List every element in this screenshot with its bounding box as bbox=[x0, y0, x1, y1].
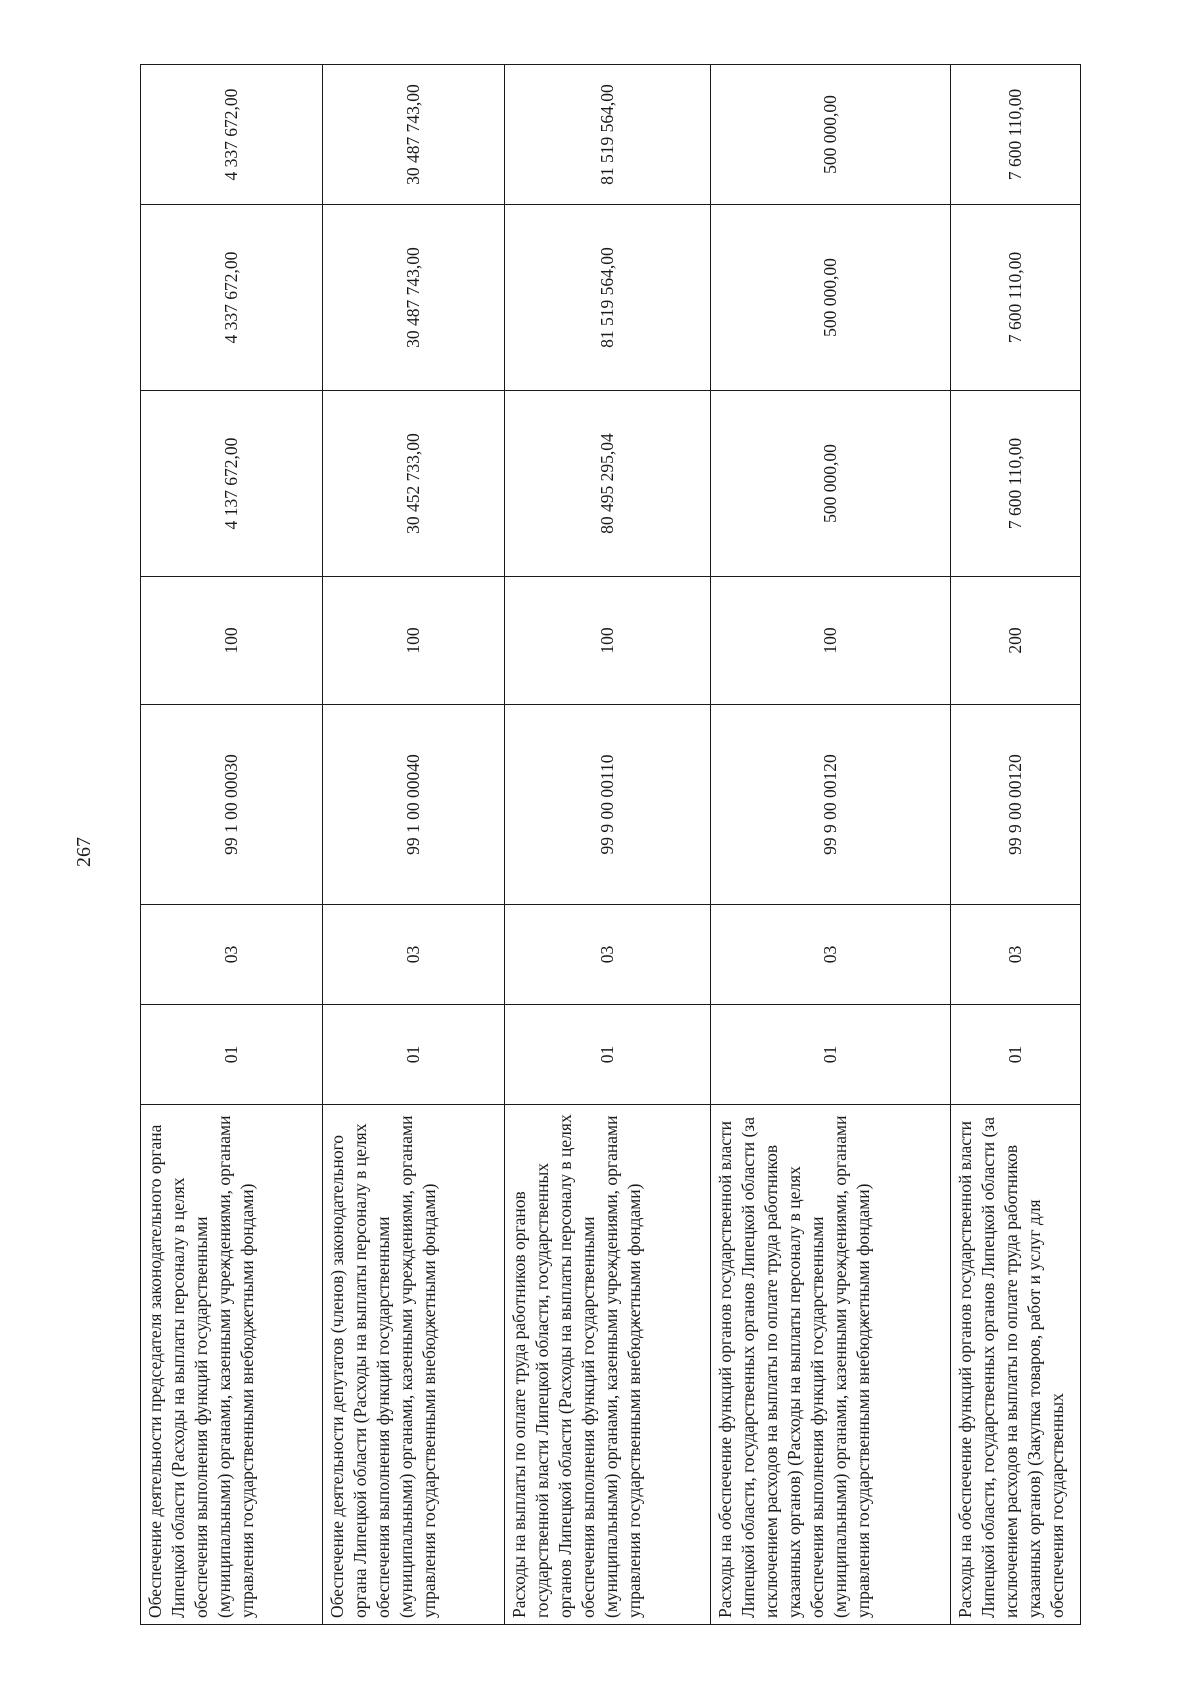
target-article-code: 99 9 00 00110 bbox=[505, 705, 711, 905]
amount-year-2: 30 487 743,00 bbox=[323, 205, 505, 391]
subsection-code: 03 bbox=[505, 905, 711, 1005]
amount-year-3: 7 600 110,00 bbox=[951, 65, 1081, 205]
amount-year-2: 500 000,00 bbox=[711, 205, 951, 391]
amount-year-1: 500 000,00 bbox=[711, 391, 951, 577]
page-number: 267 bbox=[72, 837, 95, 867]
table-row bbox=[323, 65, 505, 1625]
table-row bbox=[141, 65, 323, 1625]
expense-type-code: 100 bbox=[711, 577, 951, 705]
amount-year-2: 81 519 564,00 bbox=[505, 205, 711, 391]
subsection-code: 03 bbox=[711, 905, 951, 1005]
amount-year-2: 4 337 672,00 bbox=[141, 205, 323, 391]
section-code: 01 bbox=[323, 1005, 505, 1105]
expense-type-code: 100 bbox=[323, 577, 505, 705]
rotated-table-container bbox=[140, 65, 1080, 1625]
amount-year-3: 81 519 564,00 bbox=[505, 65, 711, 205]
amount-year-1: 80 495 295,04 bbox=[505, 391, 711, 577]
section-code: 01 bbox=[505, 1005, 711, 1105]
target-article-code: 99 1 00 00040 bbox=[323, 705, 505, 905]
expense-type-code: 100 bbox=[505, 577, 711, 705]
subsection-code: 03 bbox=[141, 905, 323, 1005]
amount-year-1: 7 600 110,00 bbox=[951, 391, 1081, 577]
table-row bbox=[711, 65, 951, 1625]
row-description: Расходы на обеспечение функций органов государственной власти Липецкой области, государственных органов Липецкой области (за исключением расходов на выплаты по оплате труда работников указанных органов) (Закупка товаров, работ и услуг для обеспечения государственных bbox=[951, 1105, 1081, 1625]
section-code: 01 bbox=[951, 1005, 1081, 1105]
amount-year-2: 7 600 110,00 bbox=[951, 205, 1081, 391]
row-description: Обеспечение деятельности депутатов (членов) законодательного органа Липецкой области (Расходы на выплаты персоналу в целях обеспечения выполнения функций государственными (муниципальными) органами, казенными учреждениями, органами управления государственными внебюджетными фондами) bbox=[323, 1105, 505, 1625]
section-code: 01 bbox=[141, 1005, 323, 1105]
target-article-code: 99 9 00 00120 bbox=[951, 705, 1081, 905]
amount-year-3: 4 337 672,00 bbox=[141, 65, 323, 205]
row-description: Расходы на выплаты по оплате труда работников органов государственной власти Липецкой области, государственных органов Липецкой области (Расходы на выплаты персоналу в целях обеспечения выполнения функций государственными (муниципальными) органами, казенными учреждениями, органами управления государственными внебюджетными фондами) bbox=[505, 1105, 711, 1625]
amount-year-1: 30 452 733,00 bbox=[323, 391, 505, 577]
target-article-code: 99 9 00 00120 bbox=[711, 705, 951, 905]
expense-type-code: 200 bbox=[951, 577, 1081, 705]
row-description: Расходы на обеспечение функций органов государственной власти Липецкой области, государственных органов Липецкой области (за исключением расходов на выплаты по оплате труда работников указанных органов) (Расходы на выплаты персоналу в целях обеспечения выполнения функций государственными (муниципальными) органами, казенными учреждениями, органами управления государственными внебюджетными фондами) bbox=[711, 1105, 951, 1625]
expense-type-code: 100 bbox=[141, 577, 323, 705]
section-code: 01 bbox=[711, 1005, 951, 1105]
amount-year-1: 4 137 672,00 bbox=[141, 391, 323, 577]
subsection-code: 03 bbox=[323, 905, 505, 1005]
row-description: Обеспечение деятельности председателя законодательного органа Липецкой области (Расходы на выплаты персоналу в целях обеспечения выполнения функций государственными (муниципальными) органами, казенными учреждениями, органами управления государственными внебюджетными фондами) bbox=[141, 1105, 323, 1625]
table-row bbox=[505, 65, 711, 1625]
amount-year-3: 30 487 743,00 bbox=[323, 65, 505, 205]
budget-table bbox=[140, 64, 1081, 1625]
target-article-code: 99 1 00 00030 bbox=[141, 705, 323, 905]
subsection-code: 03 bbox=[951, 905, 1081, 1005]
amount-year-3: 500 000,00 bbox=[711, 65, 951, 205]
table-row bbox=[951, 65, 1081, 1625]
